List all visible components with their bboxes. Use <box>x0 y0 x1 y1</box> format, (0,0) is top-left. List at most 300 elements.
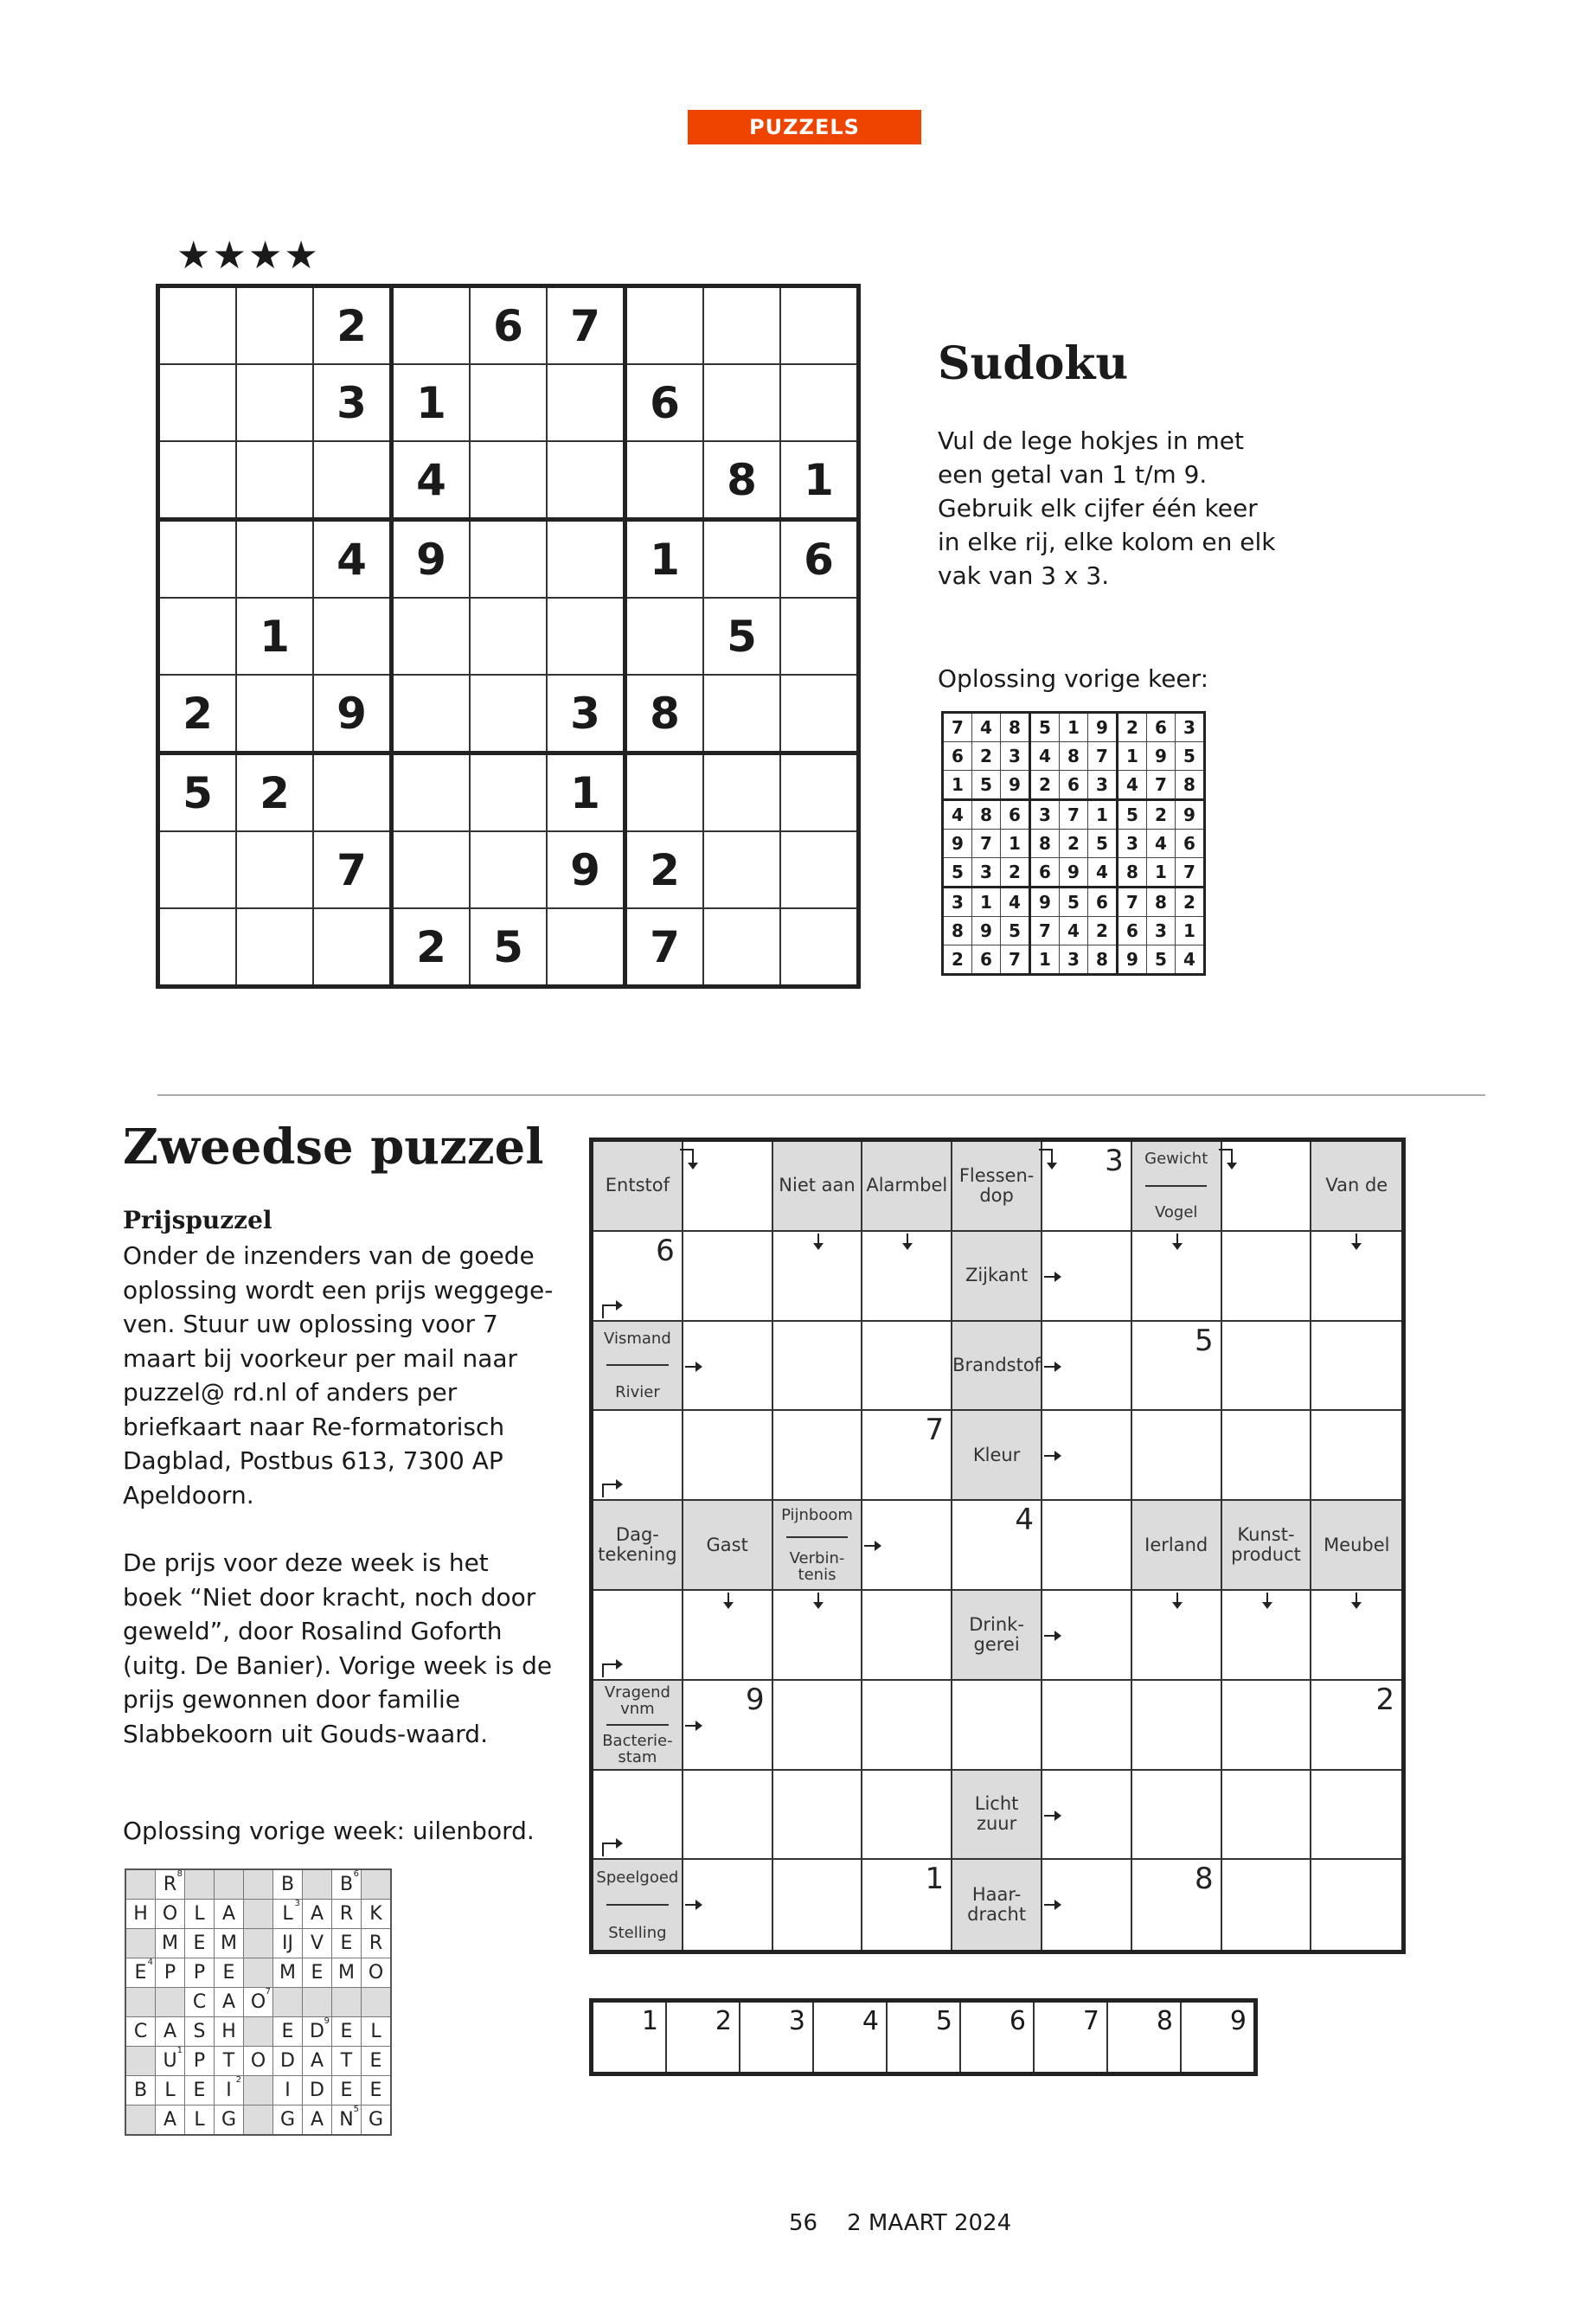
prev-grid-cell <box>273 1869 303 1900</box>
solution-cell: 4 <box>972 713 1001 742</box>
prev-grid-cell <box>244 1958 273 1988</box>
sudoku-grid <box>156 284 861 989</box>
sudoku-cell[interactable] <box>470 364 547 441</box>
answer-cell[interactable] <box>1042 1681 1132 1771</box>
answer-cell[interactable] <box>1222 1322 1312 1412</box>
answer-cell[interactable] <box>1132 1322 1222 1412</box>
arrow-down-icon <box>817 1234 819 1244</box>
sudoku-cell[interactable]: 2 <box>625 831 704 908</box>
sudoku-cell[interactable]: 3 <box>313 364 392 441</box>
zweedse-title: Zweedse puzzel <box>123 1118 544 1176</box>
solution-cell: 1 <box>1147 858 1176 888</box>
solution-cell: 5 <box>1176 742 1205 771</box>
solution-cell: 6 <box>1118 917 1147 945</box>
sudoku-cell[interactable] <box>547 520 625 599</box>
answer-cell[interactable] <box>862 1860 952 1950</box>
sudoku-cell[interactable]: 1 <box>780 441 859 520</box>
prev-grid-cell <box>273 1988 303 2017</box>
sudoku-cell[interactable] <box>780 675 859 753</box>
answer-cell[interactable] <box>1132 1411 1222 1501</box>
prev-grid-letter: A <box>163 2109 177 2131</box>
sudoku-cell[interactable] <box>470 831 547 908</box>
sudoku-cell[interactable] <box>236 831 313 908</box>
answer-slot-number: 8 <box>1156 2006 1173 2036</box>
solution-cell: 7 <box>972 830 1001 858</box>
sudoku-cell[interactable] <box>392 753 471 832</box>
sudoku-cell[interactable]: 1 <box>236 598 313 675</box>
solution-cell: 8 <box>1118 858 1147 888</box>
arrow-right-icon <box>1044 1815 1056 1817</box>
cell-number: 9 <box>745 1682 765 1717</box>
sudoku-cell[interactable] <box>703 831 780 908</box>
prev-grid-cell <box>303 2076 332 2106</box>
prev-grid-letter: E <box>222 1962 235 1984</box>
sudoku-cell[interactable]: 7 <box>625 908 704 987</box>
prev-grid-cell <box>156 2017 185 2047</box>
solution-cell: 3 <box>972 858 1001 888</box>
sudoku-cell[interactable]: 4 <box>313 520 392 599</box>
solution-cell: 7 <box>943 713 972 742</box>
sudoku-cell[interactable]: 2 <box>392 908 471 987</box>
sudoku-cell[interactable] <box>158 286 237 365</box>
answer-slot[interactable] <box>887 2001 960 2074</box>
prev-grid-letter: H <box>221 2021 236 2042</box>
answer-cell[interactable] <box>773 1681 863 1771</box>
prev-grid-cell <box>362 1988 392 2017</box>
prev-grid-cell <box>303 1900 332 1929</box>
sudoku-cell[interactable] <box>158 520 237 599</box>
prev-grid-cell <box>332 1929 362 1958</box>
sudoku-cell[interactable] <box>236 441 313 520</box>
sudoku-cell[interactable] <box>703 675 780 753</box>
clue-text: Zijkant <box>965 1265 1029 1286</box>
prev-grid-letter: A <box>163 2021 177 2042</box>
sudoku-cell[interactable] <box>625 441 704 520</box>
answer-slot-number: 3 <box>788 2006 805 2036</box>
answer-cell[interactable] <box>1222 1411 1312 1501</box>
answer-cell[interactable] <box>1222 1771 1312 1861</box>
sudoku-cell[interactable]: 6 <box>625 364 704 441</box>
answer-cell[interactable] <box>1132 1860 1222 1950</box>
clue-text: Pijnboom <box>781 1506 853 1525</box>
sudoku-cell[interactable] <box>313 598 392 675</box>
answer-cell[interactable] <box>773 1860 863 1950</box>
prev-grid-letter: C <box>133 2021 148 2042</box>
prev-grid-cell <box>362 2017 392 2047</box>
prev-grid-letter: E <box>340 2021 353 2042</box>
answer-slot[interactable] <box>813 2001 887 2074</box>
sudoku-prev-solution <box>941 711 1206 976</box>
sudoku-cell[interactable] <box>392 598 471 675</box>
difficulty-stars: ★★★★ <box>176 234 320 278</box>
answer-slot[interactable] <box>1181 2001 1256 2074</box>
sudoku-cell[interactable] <box>158 441 237 520</box>
answer-cell[interactable] <box>952 1501 1042 1591</box>
sudoku-cell[interactable] <box>547 441 625 520</box>
prev-grid-letter: E <box>340 2080 353 2101</box>
sudoku-cell[interactable] <box>625 598 704 675</box>
arrow-bend-down-icon <box>1219 1149 1233 1163</box>
solution-cell: 7 <box>1001 945 1030 975</box>
cell-number: 2 <box>1375 1682 1395 1717</box>
answer-cell[interactable] <box>862 1322 952 1412</box>
prev-grid-cell <box>303 1929 332 1958</box>
prev-grid-letter: I <box>285 2080 291 2101</box>
prev-grid-cell <box>303 2106 332 2136</box>
clue-cell <box>952 1771 1042 1861</box>
sudoku-cell[interactable] <box>780 286 859 365</box>
answer-cell[interactable] <box>1042 1501 1132 1591</box>
solution-cell: 9 <box>1060 858 1088 888</box>
prev-grid-cell <box>156 2106 185 2136</box>
answer-cell[interactable] <box>862 1681 952 1771</box>
sudoku-cell[interactable] <box>158 831 237 908</box>
prev-grid-cell <box>332 2106 362 2136</box>
prev-grid-letter: E <box>311 1962 324 1984</box>
answer-slot[interactable] <box>1107 2001 1181 2074</box>
prev-grid-cell <box>273 2106 303 2136</box>
arrow-right-icon <box>1044 1366 1056 1368</box>
prev-grid-cell <box>244 1900 273 1929</box>
sudoku-cell[interactable] <box>547 908 625 987</box>
answer-cell[interactable] <box>862 1591 952 1681</box>
solution-cell: 9 <box>1001 771 1030 800</box>
answer-cell[interactable] <box>773 1322 863 1412</box>
solution-cell: 5 <box>1060 888 1088 917</box>
prev-grid-cell <box>244 1929 273 1958</box>
clue-separator <box>1145 1185 1207 1187</box>
clue-text: Dag- tekening <box>598 1524 677 1566</box>
sudoku-cell[interactable] <box>236 908 313 987</box>
sudoku-cell[interactable] <box>470 441 547 520</box>
sudoku-cell[interactable]: 9 <box>313 675 392 753</box>
prev-grid-letter: D <box>310 2080 324 2101</box>
sudoku-cell[interactable] <box>703 520 780 599</box>
solution-cell: 7 <box>1030 917 1060 945</box>
arrow-down-icon <box>817 1593 819 1603</box>
answer-cell[interactable] <box>862 1771 952 1861</box>
sudoku-cell[interactable]: 7 <box>313 831 392 908</box>
prev-grid-cell <box>244 1869 273 1900</box>
sudoku-cell[interactable] <box>703 364 780 441</box>
solution-cell: 5 <box>1147 945 1176 975</box>
prize-subtitle: Prijspuzzel <box>123 1206 272 1234</box>
sudoku-cell[interactable] <box>470 753 547 832</box>
clue-text: Kunst- product <box>1231 1524 1301 1566</box>
sudoku-cell[interactable]: 2 <box>158 675 237 753</box>
sudoku-cell[interactable] <box>470 675 547 753</box>
sudoku-cell[interactable] <box>470 520 547 599</box>
prev-grid-cell <box>125 1958 156 1988</box>
answer-cell[interactable] <box>1222 1860 1312 1950</box>
arrow-down-icon <box>1176 1593 1178 1603</box>
prev-grid-letter: P <box>193 1962 206 1984</box>
prev-grid-cell <box>244 2106 273 2136</box>
prev-grid-letter: A <box>310 2050 324 2072</box>
solution-cell: 6 <box>1147 713 1176 742</box>
prev-grid-cell <box>244 2076 273 2106</box>
prev-grid-letter: D <box>310 2021 324 2042</box>
sudoku-cell[interactable]: 8 <box>625 675 704 753</box>
answer-slot-number: 1 <box>641 2006 658 2036</box>
cell-number: 8 <box>1194 1862 1214 1897</box>
answer-cell[interactable] <box>683 1232 773 1322</box>
solution-cell: 9 <box>943 830 972 858</box>
clue-cell <box>1311 1501 1401 1591</box>
sudoku-cell[interactable] <box>236 675 313 753</box>
answer-cell[interactable] <box>683 1771 773 1861</box>
sudoku-cell[interactable] <box>780 831 859 908</box>
clue-cell <box>952 1411 1042 1501</box>
sudoku-cell[interactable] <box>236 520 313 599</box>
sudoku-cell[interactable]: 6 <box>780 520 859 599</box>
arrow-bend-right-icon <box>602 1663 616 1677</box>
clue-text: Gewicht <box>1144 1150 1208 1169</box>
clue-cell <box>1132 1501 1222 1591</box>
clue-text: Alarmbel <box>866 1175 948 1196</box>
solution-cell: 4 <box>1030 742 1060 771</box>
cell-number: 6 <box>656 1233 675 1268</box>
sudoku-cell[interactable] <box>313 908 392 987</box>
clue-text: Vogel <box>1154 1203 1198 1222</box>
answer-cell[interactable] <box>862 1411 952 1501</box>
answer-cell[interactable] <box>773 1411 863 1501</box>
solution-cell: 3 <box>1001 742 1030 771</box>
prize-text <box>123 1239 555 1785</box>
prev-grid-letter: L <box>164 2080 176 2101</box>
answer-cell[interactable] <box>1222 1681 1312 1771</box>
solution-cell: 9 <box>1147 742 1176 771</box>
answer-cell[interactable] <box>683 1142 773 1232</box>
sudoku-cell[interactable]: 2 <box>313 286 392 365</box>
sudoku-cell[interactable] <box>158 598 237 675</box>
prev-grid-cell <box>273 2047 303 2076</box>
page-footer <box>789 2210 1041 2236</box>
solution-cell: 8 <box>972 800 1001 830</box>
prev-grid-letter: H <box>133 1903 148 1925</box>
prev-grid-cell <box>332 1988 362 2017</box>
answer-slot[interactable] <box>960 2001 1034 2074</box>
arrow-right-icon <box>1044 1276 1056 1278</box>
prev-grid-cell <box>215 2047 244 2076</box>
sudoku-cell[interactable] <box>703 286 780 365</box>
prev-grid-cell <box>362 1900 392 1929</box>
prev-grid-cell <box>332 1869 362 1900</box>
solution-cell: 2 <box>943 945 972 975</box>
prev-grid-cell <box>362 2047 392 2076</box>
sudoku-cell[interactable] <box>703 753 780 832</box>
arrow-bend-right-icon <box>602 1304 616 1318</box>
solution-cell: 1 <box>1030 945 1060 975</box>
answer-cell[interactable] <box>1222 1232 1312 1322</box>
clue-cell <box>1311 1142 1401 1232</box>
solution-cell: 9 <box>972 917 1001 945</box>
prev-grid-cell <box>273 1929 303 1958</box>
clue-text: Gast <box>706 1534 748 1555</box>
prev-grid-cell <box>185 2047 215 2076</box>
prev-grid-cell <box>185 2076 215 2106</box>
sudoku-cell[interactable]: 2 <box>236 753 313 832</box>
prev-grid-letter: N <box>339 2109 354 2131</box>
prize-paragraph-2: De prijs voor deze week is het boek “Niet door kracht, noch door geweld”, door Rosalind Goforth (uitg. De Banier). Vorige week is de prijs gewonnen door familie Slabbekoorn uit Gouds-waard. <box>123 1548 553 1748</box>
solution-cell: 8 <box>1088 945 1118 975</box>
prev-grid-cell <box>215 2017 244 2047</box>
prev-grid-cell <box>156 1929 185 1958</box>
sudoku-cell[interactable] <box>780 908 859 987</box>
answer-cell[interactable] <box>1311 1322 1401 1412</box>
clue-text: Kleur <box>972 1444 1021 1465</box>
solution-cell: 6 <box>1088 888 1118 917</box>
solution-cell: 4 <box>1147 830 1176 858</box>
prev-grid-letter: E <box>134 1962 147 1984</box>
answer-slot[interactable] <box>592 2001 667 2074</box>
clue-text: Licht zuur <box>974 1793 1019 1835</box>
clue-cell <box>593 1322 683 1412</box>
solution-cell: 9 <box>1088 713 1118 742</box>
clue-cell <box>952 1232 1042 1322</box>
prev-grid-number: 4 <box>147 1958 153 1967</box>
sudoku-cell[interactable] <box>625 286 704 365</box>
clue-separator <box>606 1904 668 1906</box>
solution-cell: 1 <box>943 771 972 800</box>
sudoku-cell[interactable] <box>158 364 237 441</box>
answer-cell[interactable] <box>1311 1771 1401 1861</box>
prev-grid-cell <box>125 2017 156 2047</box>
sudoku-cell[interactable]: 6 <box>470 286 547 365</box>
solution-cell: 4 <box>1088 858 1118 888</box>
sudoku-cell[interactable] <box>780 753 859 832</box>
answer-cell[interactable] <box>1311 1681 1401 1771</box>
prev-grid-letter: A <box>221 1903 236 1925</box>
answer-slot[interactable] <box>740 2001 813 2074</box>
answer-cell[interactable] <box>1042 1142 1132 1232</box>
prev-grid-letter: M <box>279 1962 296 1984</box>
sudoku-cell[interactable]: 9 <box>392 520 471 599</box>
sudoku-cell[interactable] <box>392 675 471 753</box>
prev-grid-cell <box>244 2047 273 2076</box>
sudoku-cell[interactable] <box>547 598 625 675</box>
sudoku-cell[interactable]: 5 <box>703 598 780 675</box>
arrow-down-icon <box>1176 1234 1178 1244</box>
sudoku-cell[interactable]: 5 <box>158 753 237 832</box>
answer-slot[interactable] <box>1034 2001 1107 2074</box>
sudoku-cell[interactable]: 7 <box>547 286 625 365</box>
solution-cell: 5 <box>1030 713 1060 742</box>
clue-separator <box>606 1364 668 1366</box>
sudoku-cell[interactable] <box>703 908 780 987</box>
solution-cell: 9 <box>1176 800 1205 830</box>
answer-cell[interactable] <box>1222 1142 1312 1232</box>
arrow-bend-right-icon <box>602 1484 616 1497</box>
answer-slot-number: 9 <box>1229 2006 1247 2036</box>
solution-cell: 4 <box>1118 771 1147 800</box>
solution-cell: 1 <box>1060 713 1088 742</box>
sudoku-cell[interactable] <box>313 753 392 832</box>
sudoku-cell[interactable]: 1 <box>547 753 625 832</box>
solution-cell: 3 <box>1060 945 1088 975</box>
prev-grid-cell <box>273 2017 303 2047</box>
sudoku-cell[interactable]: 9 <box>547 831 625 908</box>
sudoku-cell[interactable]: 8 <box>703 441 780 520</box>
sudoku-cell[interactable] <box>313 441 392 520</box>
prev-grid-letter: B <box>339 1874 354 1895</box>
answer-cell[interactable] <box>1132 1771 1222 1861</box>
prev-grid-cell <box>215 1900 244 1929</box>
sudoku-cell[interactable] <box>158 908 237 987</box>
arrow-right-icon <box>1044 1635 1056 1637</box>
sudoku-instructions: Vul de lege hokjes in met een getal van 1 t/m 9. Gebruik elk cijfer één keer in elke rij, elke kolom en elk vak van 3 x 3. <box>938 426 1276 590</box>
sudoku-cell[interactable] <box>547 364 625 441</box>
sudoku-cell[interactable] <box>392 831 471 908</box>
prev-grid-letter: E <box>281 2021 294 2042</box>
answer-cell[interactable] <box>1311 1411 1401 1501</box>
clue-text: Drink- gerei <box>969 1613 1024 1655</box>
sudoku-cell[interactable] <box>625 753 704 832</box>
section-divider <box>157 1094 1485 1096</box>
issue-date: 2 MAART 2024 <box>847 2210 1012 2236</box>
answer-cell[interactable] <box>952 1681 1042 1771</box>
sudoku-cell[interactable]: 1 <box>625 520 704 599</box>
clue-text: Flessen- dop <box>958 1164 1035 1206</box>
prev-grid-cell <box>125 2076 156 2106</box>
sudoku-cell[interactable] <box>780 364 859 441</box>
sudoku-cell[interactable]: 5 <box>470 908 547 987</box>
prev-grid-cell <box>332 1900 362 1929</box>
answer-cell[interactable] <box>1132 1681 1222 1771</box>
sudoku-cell[interactable] <box>780 598 859 675</box>
clue-text: Van de <box>1325 1175 1388 1196</box>
solution-cell: 3 <box>1176 713 1205 742</box>
prev-grid-cell <box>303 1988 332 2017</box>
clue-cell <box>773 1142 863 1232</box>
prev-grid-letter: L <box>194 2109 205 2131</box>
sudoku-cell[interactable] <box>236 364 313 441</box>
sudoku-cell[interactable] <box>392 286 471 365</box>
arrow-down-icon <box>1266 1593 1268 1603</box>
sudoku-cell[interactable]: 3 <box>547 675 625 753</box>
prev-grid-cell <box>332 2017 362 2047</box>
prev-grid-cell <box>185 2106 215 2136</box>
sudoku-cell[interactable] <box>470 598 547 675</box>
solution-cell: 6 <box>1030 858 1060 888</box>
prev-grid-letter: IJ <box>282 1932 293 1954</box>
clue-text: Bacterie- stam <box>602 1731 673 1766</box>
answer-slot[interactable] <box>666 2001 740 2074</box>
sudoku-cell[interactable]: 1 <box>392 364 471 441</box>
solution-cell: 3 <box>1088 771 1118 800</box>
page-number: 56 <box>789 2210 818 2236</box>
sudoku-cell[interactable] <box>236 286 313 365</box>
cell-number: 4 <box>1015 1503 1034 1538</box>
clue-cell <box>593 1681 683 1771</box>
prev-grid-cell <box>362 1869 392 1900</box>
clue-text: Brandstof <box>952 1354 1042 1375</box>
solution-cell: 6 <box>1060 771 1088 800</box>
prev-grid-cell <box>332 1958 362 1988</box>
answer-slot-number: 5 <box>935 2006 952 2036</box>
answer-cell[interactable] <box>773 1771 863 1861</box>
prev-grid-letter: A <box>310 1903 324 1925</box>
solution-cell: 4 <box>1176 945 1205 975</box>
prev-grid-cell <box>362 2076 392 2106</box>
answer-cell[interactable] <box>683 1411 773 1501</box>
answer-cell[interactable] <box>1311 1860 1401 1950</box>
sudoku-cell[interactable]: 4 <box>392 441 471 520</box>
answer-row <box>589 1998 1258 2076</box>
solution-cell: 6 <box>1001 800 1030 830</box>
prev-grid-letter: G <box>279 2109 296 2131</box>
prev-grid-cell <box>273 1958 303 1988</box>
